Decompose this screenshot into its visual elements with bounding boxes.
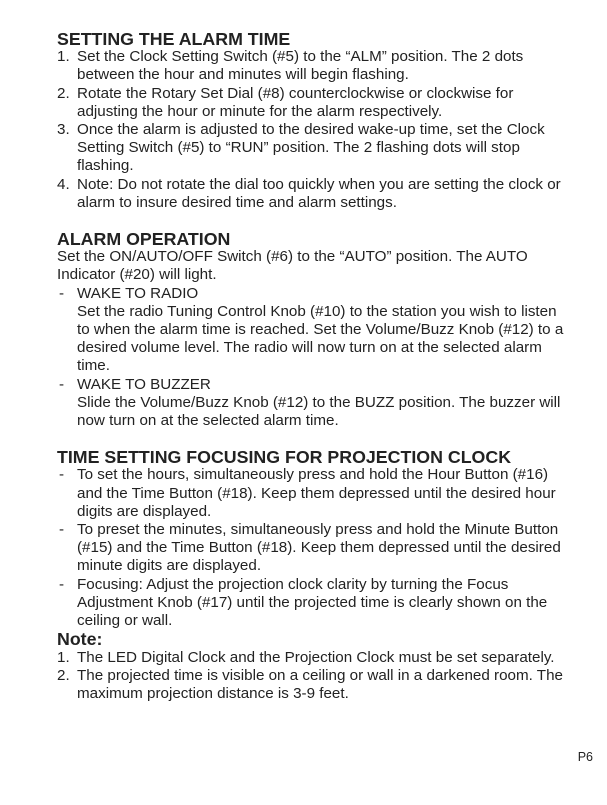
section-heading-projection-clock: TIME SETTING FOCUSING FOR PROJECTION CLOCK (57, 447, 512, 468)
list-item (57, 376, 569, 431)
list-marker: - (59, 284, 65, 302)
list-item-text: Focusing: Adjust the projection clock clarity by turning the Focus Adjustment Knob (#17) until the projected time is clearly shown on the ceiling or wall. (77, 575, 548, 630)
spacer (57, 430, 569, 448)
list-marker: - (59, 466, 65, 484)
list-item (57, 121, 569, 176)
section-heading-setting-alarm: SETTING THE ALARM TIME (57, 29, 291, 49)
list-item (57, 466, 569, 521)
list-item (57, 649, 569, 667)
page-number: P6 (577, 750, 593, 764)
list-marker: 1. (57, 648, 70, 666)
list-item-text: The LED Digital Clock and the Projection Clock must be set separately. (77, 648, 555, 666)
list-marker: 4. (57, 175, 70, 193)
setting-alarm-steps (57, 48, 569, 212)
list-item (57, 667, 569, 703)
list-marker: 1. (57, 48, 70, 66)
list-item-text: Rotate the Rotary Set Dial (#8) counterclockwise or clockwise for adjusting the hour or minute for the alarm respectively. (77, 84, 514, 120)
note-heading: Note: (57, 629, 103, 650)
list-item-text: Slide the Volume/Buzz Knob (#12) to the BUZZ position. The buzzer will now turn on at the selected alarm time. (77, 393, 561, 430)
list-marker: 2. (57, 84, 70, 102)
list-marker: - (59, 375, 65, 393)
list-marker: - (59, 575, 65, 593)
list-item-text: To preset the minutes, simultaneously press and hold the Minute Button (#15) and the Time Button (#18). Keep them depressed until the desired minute digits are displayed. (77, 521, 561, 575)
note-list (57, 649, 569, 704)
list-item (57, 85, 569, 121)
list-item (57, 576, 569, 631)
list-item-text: Set the radio Tuning Control Knob (#10) to the station you wish to listen to when the alarm time is reached. Set the Volume/Buzz Knob (#12) to a desired volume level. The radio will now turn on at the selected alarm time. (77, 302, 564, 375)
list-marker: 2. (57, 666, 70, 684)
alarm-operation-intro: Set the ON/AUTO/OFF Switch (#6) to the “AUTO” position. The AUTO Indicator (#20) will light. (57, 248, 528, 284)
list-item-text: The projected time is visible on a ceiling or wall in a darkened room. The maximum projection distance is 3-9 feet. (77, 666, 563, 702)
list-item (57, 48, 569, 84)
manual-page (57, 30, 569, 703)
alarm-operation-list (57, 285, 569, 431)
list-item (57, 285, 569, 376)
list-item-text: Set the Clock Setting Switch (#5) to the “ALM” position. The 2 dots between the hour and minutes will begin flashing. (77, 48, 524, 84)
list-item (57, 176, 569, 212)
list-item-title: WAKE TO RADIO (77, 284, 199, 302)
list-item-text: Once the alarm is adjusted to the desired wake-up time, set the Clock Setting Switch (#5) to “RUN” position. The 2 flashing dots will stop flashing. (77, 121, 545, 175)
list-item-text: Note: Do not rotate the dial too quickly when you are setting the clock or alarm to insure desired time and alarm settings. (77, 175, 561, 211)
list-item-text: To set the hours, simultaneously press and hold the Hour Button (#16) and the Time Button (#18). Keep them depressed until the desired hour digits are displayed. (77, 466, 556, 520)
list-item-title: WAKE TO BUZZER (77, 375, 211, 393)
spacer (57, 212, 569, 230)
list-item (57, 521, 569, 576)
projection-clock-list (57, 466, 569, 630)
list-marker: 3. (57, 121, 70, 139)
list-marker: - (59, 521, 65, 539)
section-heading-alarm-operation: ALARM OPERATION (57, 229, 231, 250)
